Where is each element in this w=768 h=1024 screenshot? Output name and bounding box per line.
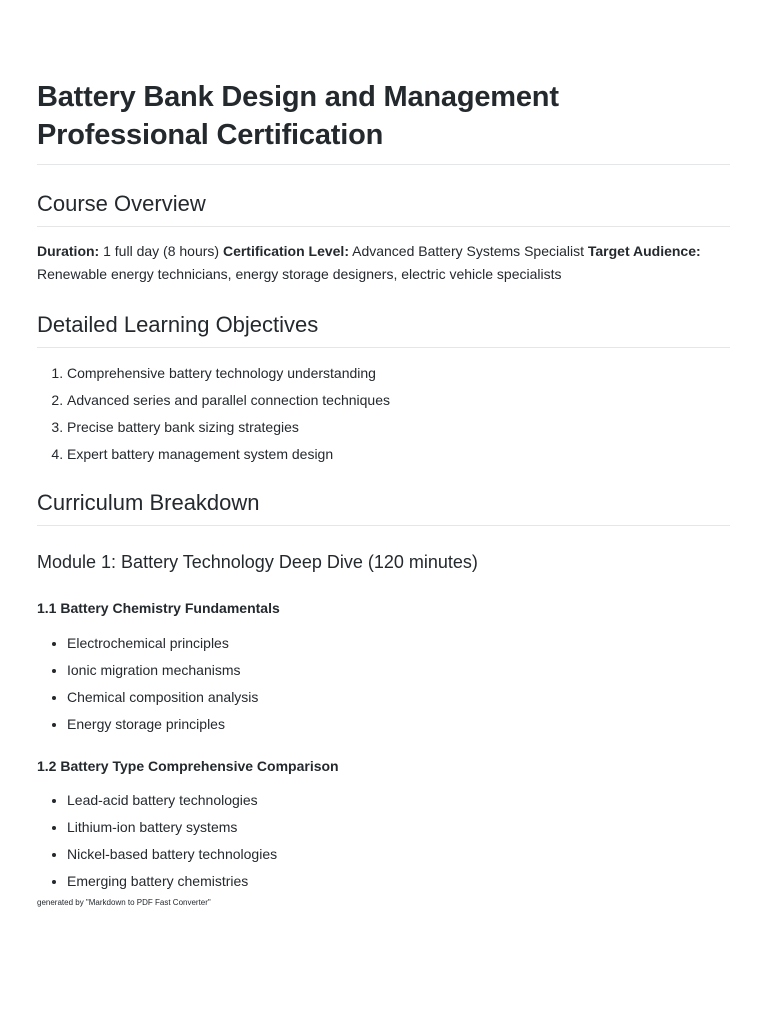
- list-item: • Emerging battery chemistries: [67, 871, 730, 891]
- learning-objectives-list: [37, 363, 730, 464]
- section-title: 1.1 Battery Chemistry Fundamentals: [37, 600, 280, 616]
- list-item: 1. Comprehensive battery technology understanding: [67, 363, 730, 383]
- target-audience-label: Target Audience:: [587, 243, 701, 259]
- curriculum-breakdown-heading: Curriculum Breakdown: [37, 488, 730, 526]
- list-item: • Lithium-ion battery systems: [67, 817, 730, 837]
- certification-level-label: Certification Level:: [222, 243, 349, 259]
- module-title: Module 1: Battery Technology Deep Dive (120 minutes): [37, 552, 478, 572]
- course-overview-heading: Course Overview: [37, 189, 730, 227]
- list-item: • Energy storage principles: [67, 714, 730, 734]
- list-item: • Electrochemical principles: [67, 633, 730, 653]
- list-item: • Lead-acid battery technologies: [67, 790, 730, 810]
- learning-objectives-heading: Detailed Learning Objectives: [37, 310, 730, 348]
- duration-label: Duration:: [37, 243, 100, 259]
- target-audience-value: Renewable energy technicians, energy storage designers, electric vehicle specialists: [37, 266, 562, 282]
- list-item: • Chemical composition analysis: [67, 687, 730, 707]
- course-overview-paragraph: [37, 240, 730, 286]
- list-item: • Nickel-based battery technologies: [67, 844, 730, 864]
- list-item: • Ionic migration mechanisms: [67, 660, 730, 680]
- document-title: Battery Bank Design and Management Professional Certification: [37, 78, 730, 165]
- section-title: 1.2 Battery Type Comprehensive Comparison: [37, 758, 339, 774]
- bullet-list: [37, 633, 730, 734]
- generator-footer: generated by "Markdown to PDF Fast Converter": [37, 898, 211, 907]
- list-item: 4. Expert battery management system design: [67, 444, 730, 464]
- duration-value: 1 full day (8 hours): [99, 243, 223, 259]
- list-item: 3. Precise battery bank sizing strategies: [67, 417, 730, 437]
- certification-level-value: Advanced Battery Systems Specialist: [348, 243, 588, 259]
- bullet-list: [37, 790, 730, 891]
- list-item: 2. Advanced series and parallel connection techniques: [67, 390, 730, 410]
